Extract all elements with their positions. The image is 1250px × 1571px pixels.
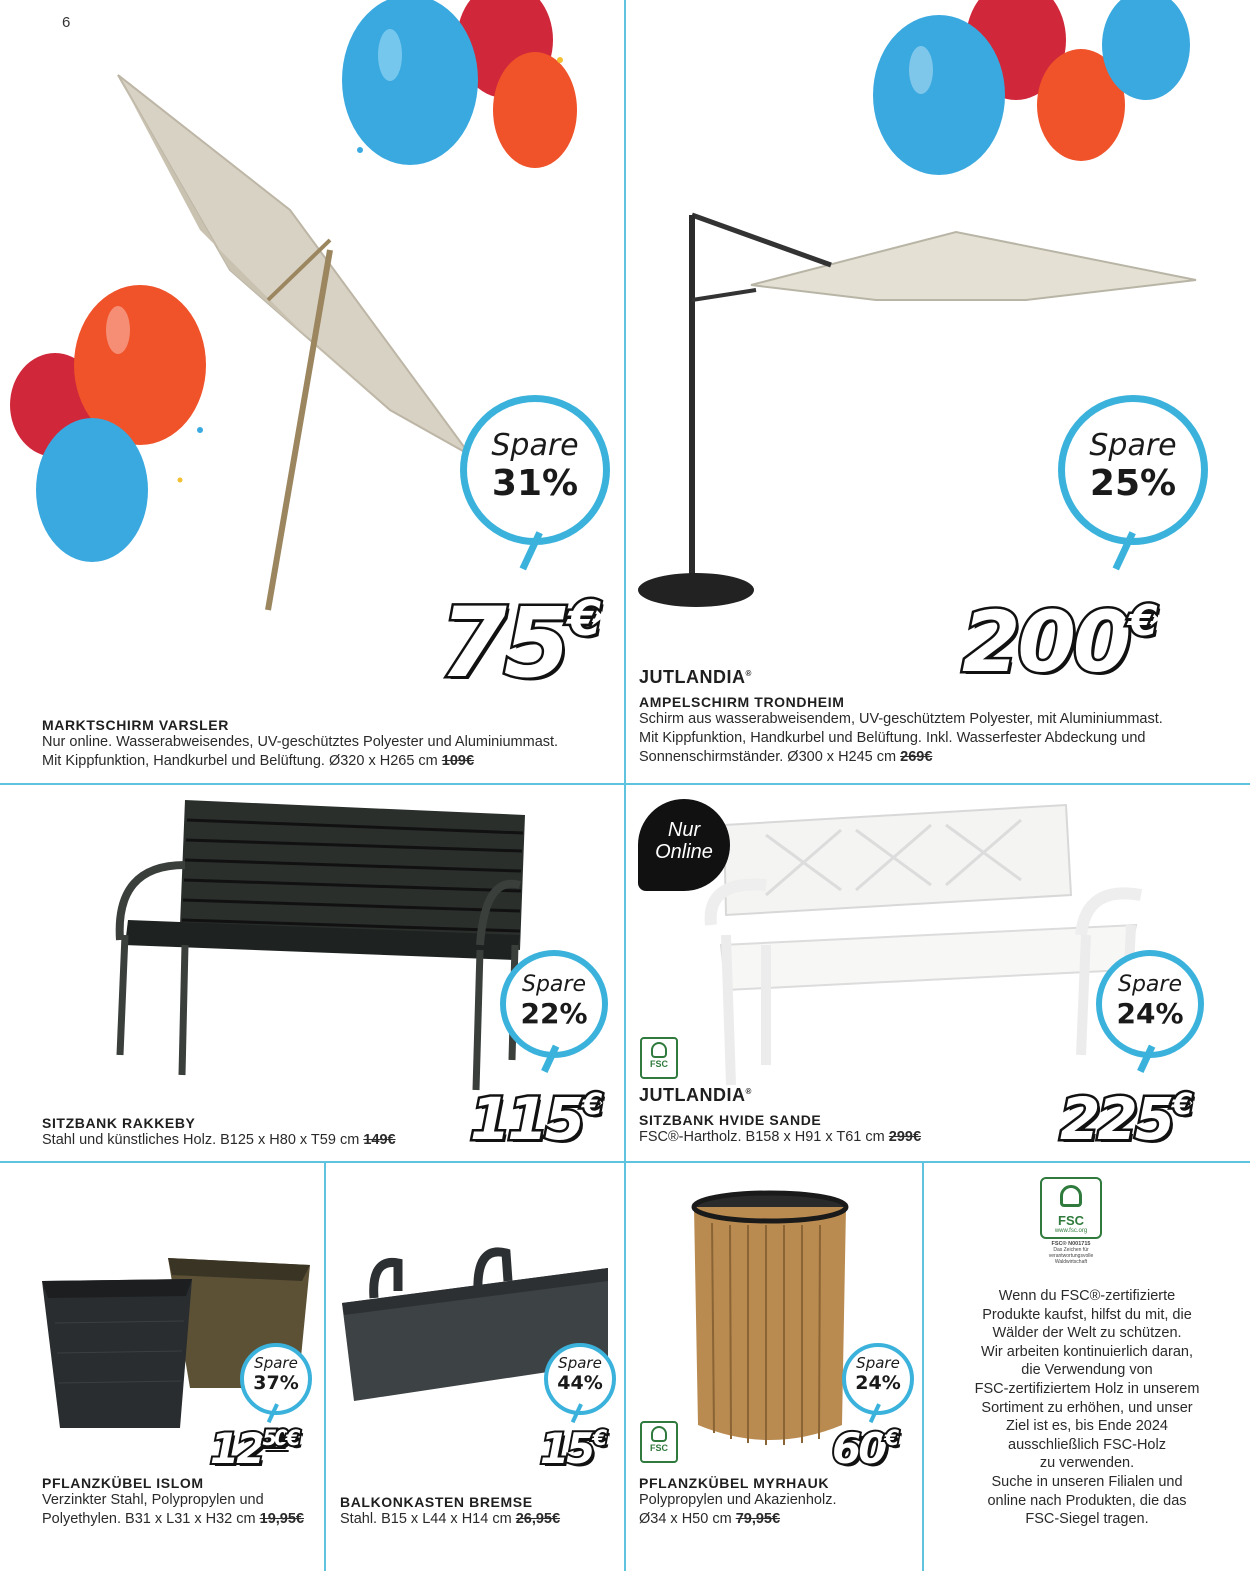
old-price: 19,95€ xyxy=(259,1511,304,1527)
fsc-info-line: Ziel ist es, bis Ende 2024 xyxy=(1005,1418,1168,1435)
product-desc-line: FSC®-Hartholz. B158 x H91 x T61 cm xyxy=(639,1129,885,1145)
price-tag xyxy=(210,1424,298,1473)
price-currency: € xyxy=(1172,1087,1190,1121)
product-desc-line: Stahl. B15 x L44 x H14 cm xyxy=(340,1511,512,1527)
product-card-bremse[interactable] xyxy=(326,1163,624,1571)
spare-value: 24% xyxy=(1116,997,1184,1030)
price-currency: € xyxy=(592,1426,605,1450)
price-tag xyxy=(1060,1085,1190,1153)
spare-badge xyxy=(1058,395,1208,545)
spare-badge xyxy=(240,1343,312,1415)
product-desc-line: Ø34 x H50 cm xyxy=(639,1511,732,1527)
online-only-badge: Nur Online xyxy=(638,799,730,891)
product-card-islom[interactable] xyxy=(0,1163,324,1571)
product-title: SITZBANK HVIDE SANDE xyxy=(639,1112,822,1128)
price-tag xyxy=(832,1424,897,1473)
price-currency: € xyxy=(285,1426,298,1450)
spare-label: Spare xyxy=(254,1354,298,1372)
fsc-info-line: Wenn du FSC®-zertifizierte xyxy=(998,1288,1176,1304)
old-price: 149€ xyxy=(363,1132,396,1148)
product-desc-line: Stahl und künstliches Holz. B125 x H80 x T59 cm xyxy=(42,1132,360,1148)
old-price: 26,95€ xyxy=(515,1511,561,1527)
spare-label: Spare xyxy=(522,972,586,997)
fsc-icon: FSC xyxy=(640,1037,678,1079)
spare-label: Spare xyxy=(1118,972,1182,997)
fsc-info-panel xyxy=(924,1163,1250,1571)
product-desc-line: Polyethylen. B31 x L31 x H32 cm xyxy=(42,1511,256,1527)
product-card-hvide-sande[interactable] xyxy=(626,785,1250,1161)
spare-value: 37% xyxy=(253,1372,299,1394)
fsc-info-line: FSC-zertifiziertem Holz in unserem xyxy=(974,1380,1200,1397)
fsc-info-line: FSC-Siegel tragen. xyxy=(1025,1511,1149,1528)
old-price: 299€ xyxy=(888,1129,922,1145)
product-desc-line: Verzinkter Stahl, Polypropylen und xyxy=(42,1492,264,1508)
price-value: 200 xyxy=(962,593,1129,691)
spare-label: Spare xyxy=(1089,428,1177,463)
price-currency: € xyxy=(884,1426,897,1450)
product-desc-line: Polypropylen und Akazienholz. xyxy=(639,1492,837,1508)
product-desc-line: Mit Kippfunktion, Handkurbel und Belüftung. Ø320 x H265 cm xyxy=(42,753,438,769)
fsc-info-line: online nach Produkten, die das xyxy=(987,1492,1187,1509)
fsc-info-line: Sortiment zu erhöhen, und unser xyxy=(981,1399,1193,1416)
price-value: 15 xyxy=(540,1424,593,1473)
old-price: 269€ xyxy=(900,749,933,765)
spare-value: 44% xyxy=(557,1372,603,1394)
product-desc-line: Sonnenschirmständer. Ø300 x H245 cm xyxy=(639,749,897,765)
product-card-myrhauk[interactable] xyxy=(626,1163,922,1571)
price-value: 75 xyxy=(440,587,568,699)
price-value: 115 xyxy=(470,1085,583,1153)
old-price: 109€ xyxy=(441,753,475,769)
spare-badge xyxy=(460,395,610,545)
spare-value: 31% xyxy=(491,463,579,504)
product-title: MARKTSCHIRM VARSLER xyxy=(42,717,229,733)
product-title: SITZBANK RAKKEBY xyxy=(42,1115,196,1131)
product-title: AMPELSCHIRM TRONDHEIM xyxy=(639,694,845,710)
price-currency: € xyxy=(1128,596,1155,645)
fsc-icon: FSC xyxy=(640,1421,678,1463)
fsc-logo: FSC www.fsc.org FSC® N001715 Das Zeichen für verantwortungsvolle Waldwirtschaft xyxy=(1040,1177,1102,1269)
old-price: 79,95€ xyxy=(735,1511,781,1527)
product-title: BALKONKASTEN BREMSE xyxy=(340,1494,533,1510)
spare-badge xyxy=(842,1343,914,1415)
spare-label: Spare xyxy=(558,1354,602,1372)
product-desc-line: Nur online. Wasserabweisendes, UV-geschütztes Polyester und Aluminiummast. xyxy=(42,734,559,750)
fsc-info-line: Wir arbeiten kontinuierlich daran, xyxy=(981,1343,1193,1360)
fsc-info-line: Wälder der Welt zu schützen. xyxy=(992,1325,1182,1342)
price-tag xyxy=(540,1424,605,1473)
fsc-info-line: Suche in unseren Filialen und xyxy=(991,1473,1183,1490)
product-desc-line: Schirm aus wasserabweisendem, UV-geschütztem Polyester, mit Aluminiummast. xyxy=(639,711,1163,727)
fsc-tree-icon: FSC www.fsc.org xyxy=(1040,1177,1102,1239)
price-value: 225 xyxy=(1060,1085,1173,1153)
price-value: 60 xyxy=(832,1424,885,1473)
spare-label: Spare xyxy=(856,1354,900,1372)
product-title: PFLANZKÜBEL ISLOM xyxy=(42,1475,204,1491)
product-card-varsler[interactable] xyxy=(0,0,624,783)
spare-value: 25% xyxy=(1089,463,1177,504)
spare-value: 22% xyxy=(520,997,588,1030)
price-value: 12 xyxy=(210,1424,263,1473)
product-desc-line: Mit Kippfunktion, Handkurbel und Belüftung. Inkl. Wasserfester Abdeckung und xyxy=(639,730,1146,746)
product-card-rakkeby[interactable] xyxy=(0,785,624,1161)
spare-badge xyxy=(544,1343,616,1415)
price-tag xyxy=(470,1085,600,1153)
product-card-trondheim[interactable] xyxy=(626,0,1250,783)
brand-logo: JUTLANDIA® xyxy=(639,1085,752,1105)
page-number: 6 xyxy=(62,14,71,31)
fsc-info-line: die Verwendung von xyxy=(1021,1362,1153,1379)
spare-value: 24% xyxy=(855,1372,901,1394)
price-currency: € xyxy=(567,591,598,647)
black-bench-image xyxy=(0,785,624,1105)
spare-badge xyxy=(1096,950,1204,1058)
fsc-info-line: ausschließlich FSC-Holz xyxy=(1008,1436,1166,1453)
spare-label: Spare xyxy=(491,428,579,463)
fsc-info-line: Produkte kaufst, hilfst du mit, die xyxy=(982,1306,1192,1323)
spare-badge xyxy=(500,950,608,1058)
price-cents: 50 xyxy=(262,1426,286,1450)
price-currency: € xyxy=(582,1087,600,1121)
price-tag xyxy=(440,587,598,699)
fsc-info-line: zu verwenden. xyxy=(1039,1455,1135,1472)
brand-logo: JUTLANDIA® xyxy=(639,667,752,687)
product-title: PFLANZKÜBEL MYRHAUK xyxy=(639,1475,830,1491)
